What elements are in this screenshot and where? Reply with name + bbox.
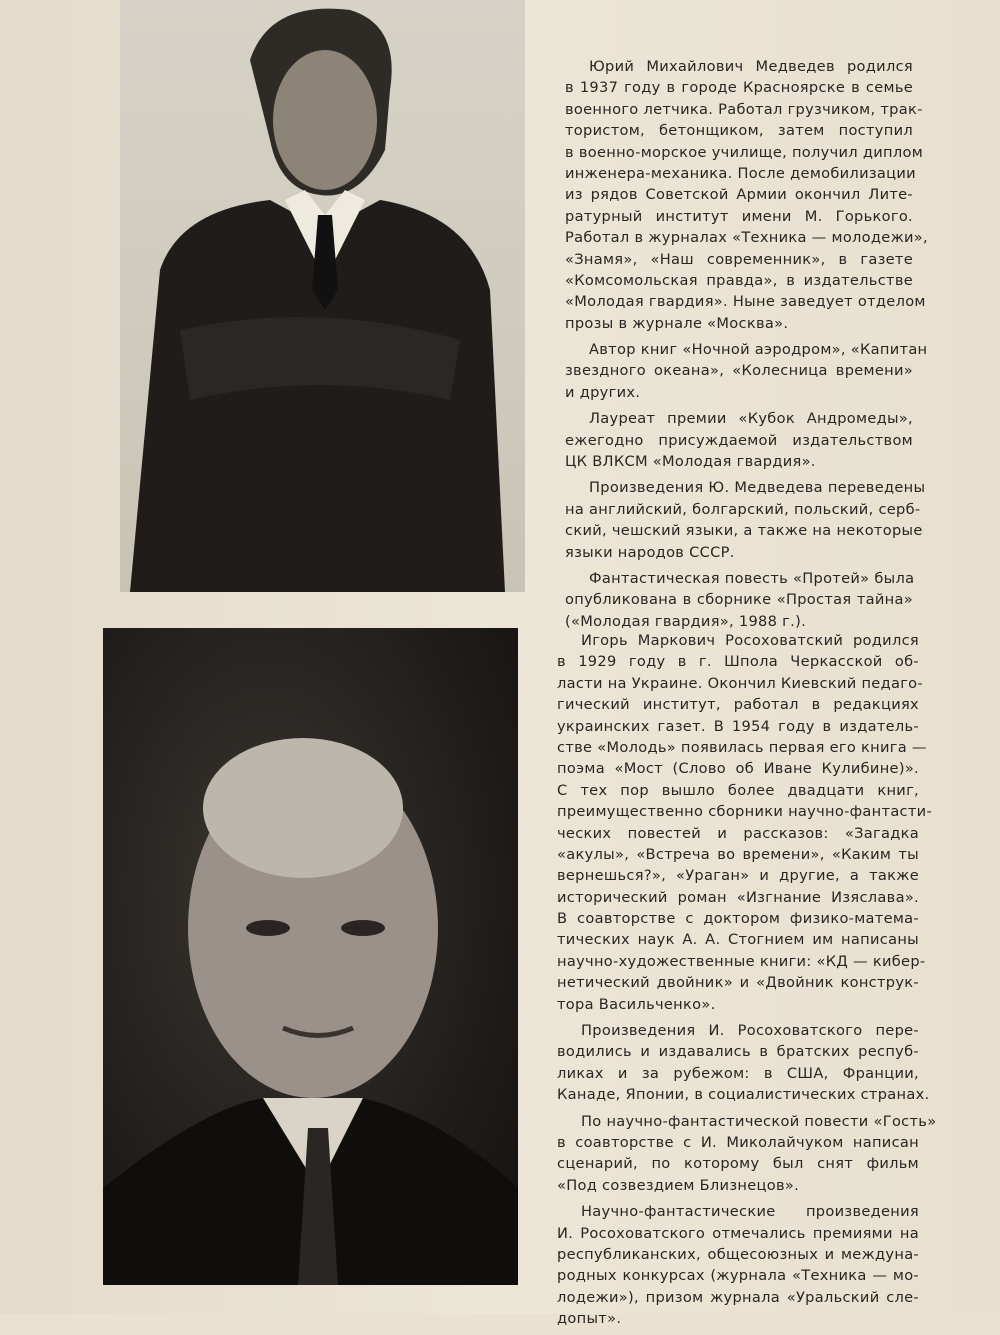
portrait-photo-rosokhovatsky: [103, 628, 518, 1285]
text-line: нетический двойник» и «Двойник конструк-: [557, 974, 919, 992]
text-line: «Комсомольская правда», в издательстве: [565, 271, 913, 289]
text-line: ЦК ВЛКСМ «Молодая гвардия».: [565, 453, 816, 471]
text-line: республиканских, общесоюзных и междуна-: [557, 1245, 919, 1263]
text-line: водились и издавались в братских респуб-: [557, 1043, 919, 1061]
text-line: ский, чешский языки, а также на некоторые: [565, 522, 923, 540]
text-line: ликах и за рубежом: в США, Франции,: [557, 1064, 919, 1082]
text-line: родных конкурсах (журнала «Техника — мо-: [557, 1267, 919, 1285]
paragraph: [557, 1201, 919, 1329]
text-line: лодежи»), призом журнала «Уральский сле-: [557, 1288, 919, 1306]
text-line: исторический роман «Изгнание Изяслава».: [557, 888, 919, 906]
text-line: «Знамя», «Наш современник», в газете: [565, 250, 913, 268]
text-line: По научно-фантастической повести «Гость»: [581, 1112, 937, 1130]
paragraph: [565, 568, 913, 632]
text-line: гический институт, работал в редакциях: [557, 696, 919, 714]
text-line: поэма «Мост (Слово об Иване Кулибине)».: [557, 760, 919, 778]
text-line: («Молодая гвардия», 1988 г.).: [565, 612, 807, 630]
text-line: Фантастическая повесть «Протей» была: [589, 569, 915, 587]
text-line: Лауреат премии «Кубок Андромеды»,: [589, 410, 913, 428]
text-line: и других.: [565, 383, 641, 401]
text-line: звездного океана», «Колесница времени»: [565, 362, 913, 380]
text-line: инженера-механика. После демобилизации: [565, 164, 916, 182]
text-line: Произведения Ю. Медведева переведены: [589, 479, 926, 497]
text-line: Работал в журналах «Техника — молодежи»,: [565, 229, 928, 247]
text-line: украинских газет. В 1954 году в издатель-: [557, 717, 919, 735]
text-line: прозы в журнале «Москва».: [565, 314, 789, 332]
paragraph: [565, 339, 928, 403]
text-line: опубликована в сборнике «Простая тайна»: [565, 591, 913, 609]
paragraph: [565, 56, 928, 334]
text-line: Научно-фантастические произведения: [581, 1203, 919, 1221]
text-line: ческих повестей и рассказов: «Загадка: [557, 824, 919, 842]
text-line: тора Васильченко».: [557, 995, 716, 1013]
portrait-rosokhovatsky-image: [103, 628, 518, 1285]
biography-rosokhovatsky: [557, 630, 937, 1335]
paragraph: [557, 630, 933, 1015]
text-line: тористом, бетонщиком, затем поступил: [565, 122, 913, 140]
portrait-photo-medvedev: [120, 0, 525, 592]
text-line: стве «Молодь» появилась первая его книга —: [557, 738, 927, 756]
text-line: в военно-морское училище, получил диплом: [565, 143, 924, 161]
text-line: С тех пор вышло более двадцати книг,: [557, 781, 919, 799]
text-line: «Молодая гвардия». Ныне заведует отделом: [565, 293, 926, 311]
text-line: ратурный институт имени М. Горького.: [565, 207, 913, 225]
text-line: ежегодно присуждаемой издательством: [565, 431, 913, 449]
text-line: ласти на Украине. Окончил Киевский педаго-: [557, 674, 923, 692]
paragraph: [557, 1111, 937, 1197]
text-line: «Под созвездием Близнецов».: [557, 1176, 800, 1194]
text-line: в соавторстве с И. Миколайчуком написан: [557, 1133, 919, 1151]
text-line: сценарий, по которому был снят фильм: [557, 1155, 919, 1173]
text-line: из рядов Советской Армии окончил Лите-: [565, 186, 913, 204]
text-line: Канаде, Японии, в социалистических странах.: [557, 1086, 930, 1104]
text-line: Юрий Михайлович Медведев родился: [589, 58, 913, 75]
text-line: на английский, болгарский, польский, серб-: [565, 500, 921, 518]
text-line: преимущественно сборники научно-фантасти-: [557, 803, 933, 821]
text-line: тических наук А. А. Стогнием им написаны: [557, 931, 919, 949]
biography-medvedev: [565, 56, 928, 637]
text-line: В соавторстве с доктором физико-матема-: [557, 910, 919, 928]
paragraph: [557, 1020, 930, 1106]
text-line: Игорь Маркович Росоховатский родился: [581, 632, 919, 649]
text-line: Автор книг «Ночной аэродром», «Капитан: [589, 341, 928, 359]
text-line: в 1937 году в городе Красноярске в семье: [565, 79, 913, 97]
text-line: языки народов СССР.: [565, 543, 735, 561]
text-line: «акулы», «Встреча во времени», «Каким ты: [557, 845, 919, 863]
paragraph: [565, 477, 926, 563]
text-line: в 1929 году в г. Шпола Черкасской об-: [557, 653, 919, 671]
text-line: научно-художественные книги: «КД — кибер-: [557, 952, 926, 970]
paragraph: [565, 408, 913, 472]
portrait-medvedev-image: [120, 0, 525, 592]
text-line: допыт».: [557, 1310, 622, 1328]
text-line: вернешься?», «Ураган» и другие, а также: [557, 867, 919, 885]
text-line: Произведения И. Росоховатского пере-: [581, 1022, 919, 1040]
text-line: И. Росоховатского отмечались премиями на: [557, 1224, 919, 1242]
text-line: военного летчика. Работал грузчиком, трак-: [565, 100, 923, 118]
